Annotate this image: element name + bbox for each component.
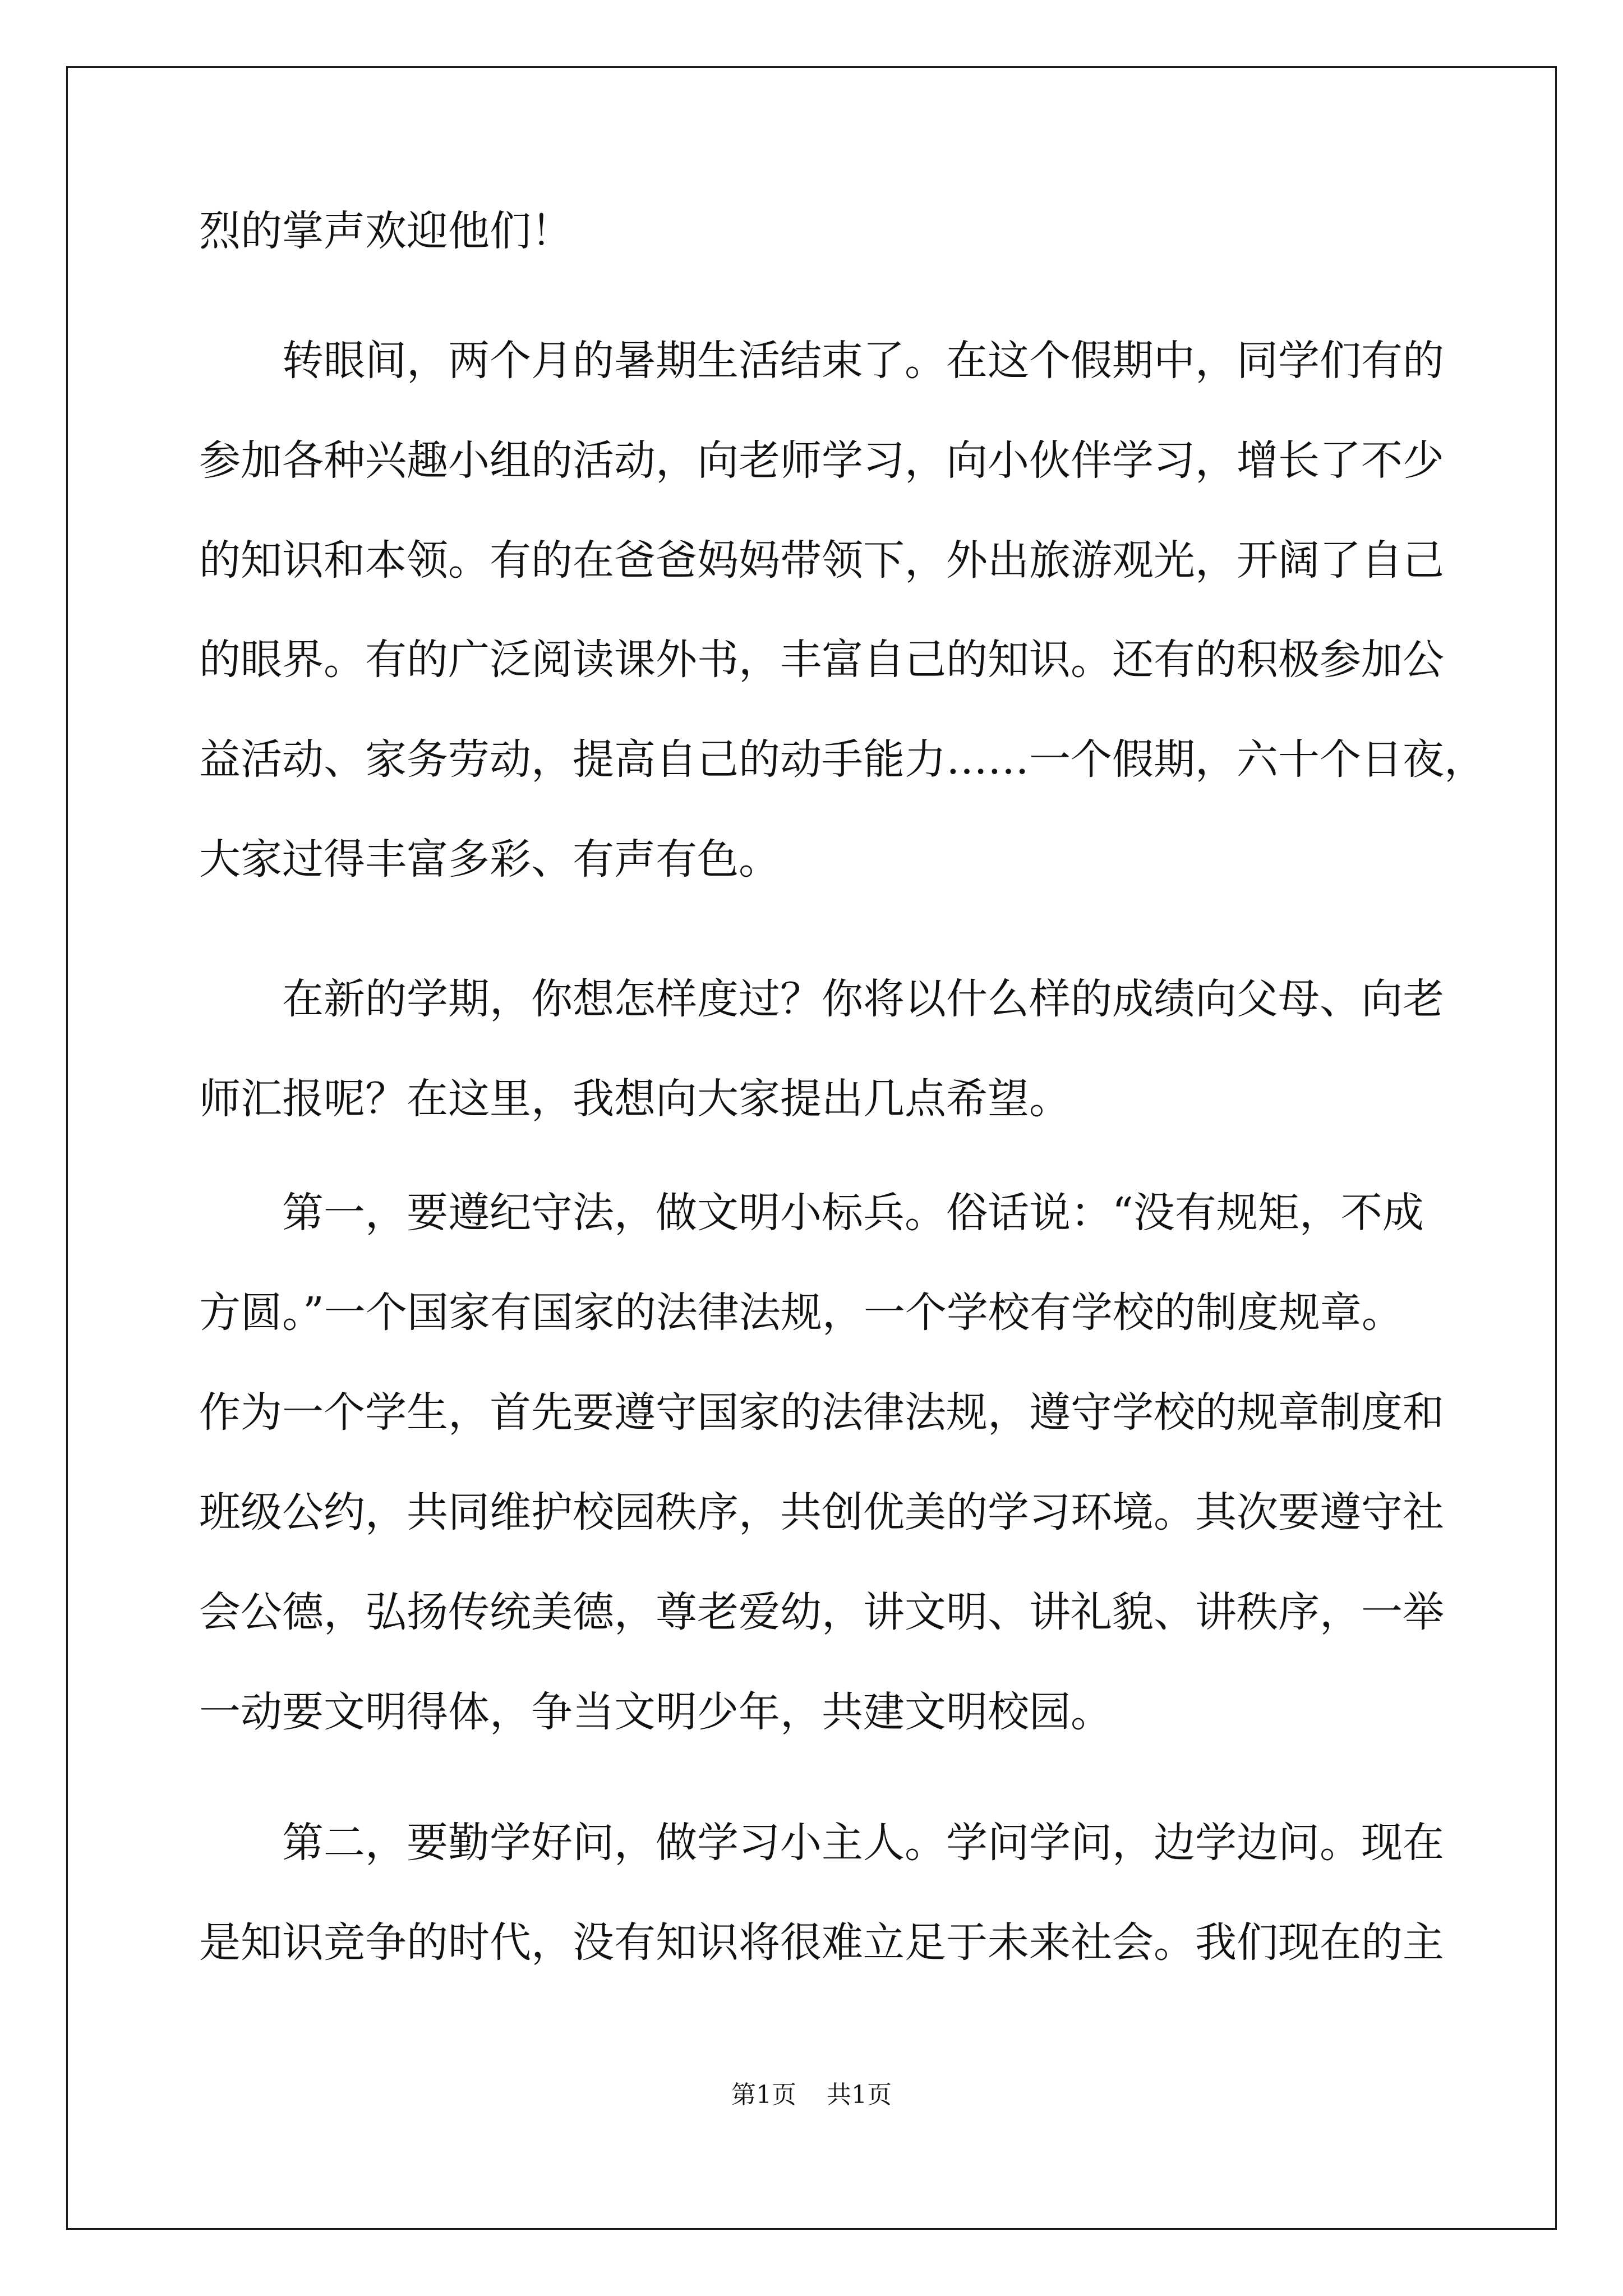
text-line: 在新的学期，你想怎样度过？你将以什么样的成绩向父母、向老	[282, 975, 1444, 1023]
text-line: 的知识和本领。有的在爸爸妈妈带领下，外出旅游观光，开阔了自己	[199, 536, 1444, 585]
text-line: 益活动、家务劳动，提高自己的动手能力……一个假期，六十个日夜，	[199, 735, 1486, 784]
text-line: 作为一个学生，首先要遵守国家的法律法规，遵守学校的规章制度和	[199, 1388, 1444, 1437]
text-line: 参加各种兴趣小组的活动，向老师学习，向小伙伴学习，增长了不少	[199, 436, 1444, 485]
text-line: 第二，要勤学好问，做学习小主人。学问学问，边学边问。现在	[282, 1819, 1444, 1867]
text-line: 方圆。”一个国家有国家的法律法规，一个学校有学校的制度规章。	[199, 1289, 1403, 1337]
text-line: 班级公约，共同维护校园秩序，共创优美的学习环境。其次要遵守社	[199, 1488, 1444, 1536]
page-total: 共1页	[827, 2081, 892, 2109]
text-line: 烈的掌声欢迎他们！	[199, 207, 573, 255]
text-line: 会公德，弘扬传统美德，尊老爱幼，讲文明、讲礼貌、讲秩序，一举	[199, 1588, 1444, 1636]
text-line: 第一，要遵纪守法，做文明小标兵。俗话说：“没有规矩，不成	[282, 1189, 1424, 1237]
text-line: 大家过得丰富多彩、有声有色。	[199, 835, 780, 884]
text-line: 的眼界。有的广泛阅读课外书，丰富自己的知识。还有的积极参加公	[199, 636, 1444, 684]
page-number: 第1页	[731, 2081, 796, 2109]
text-line: 一动要文明得体，争当文明少年，共建文明校园。	[199, 1688, 1112, 1736]
page-footer	[0, 2078, 1623, 2112]
text-line: 师汇报呢？在这里，我想向大家提出几点希望。	[199, 1075, 1071, 1123]
text-line: 是知识竞争的时代，没有知识将很难立足于未来社会。我们现在的主	[199, 1918, 1444, 1967]
text-line: 转眼间，两个月的暑期生活结束了。在这个假期中，同学们有的	[282, 337, 1444, 385]
